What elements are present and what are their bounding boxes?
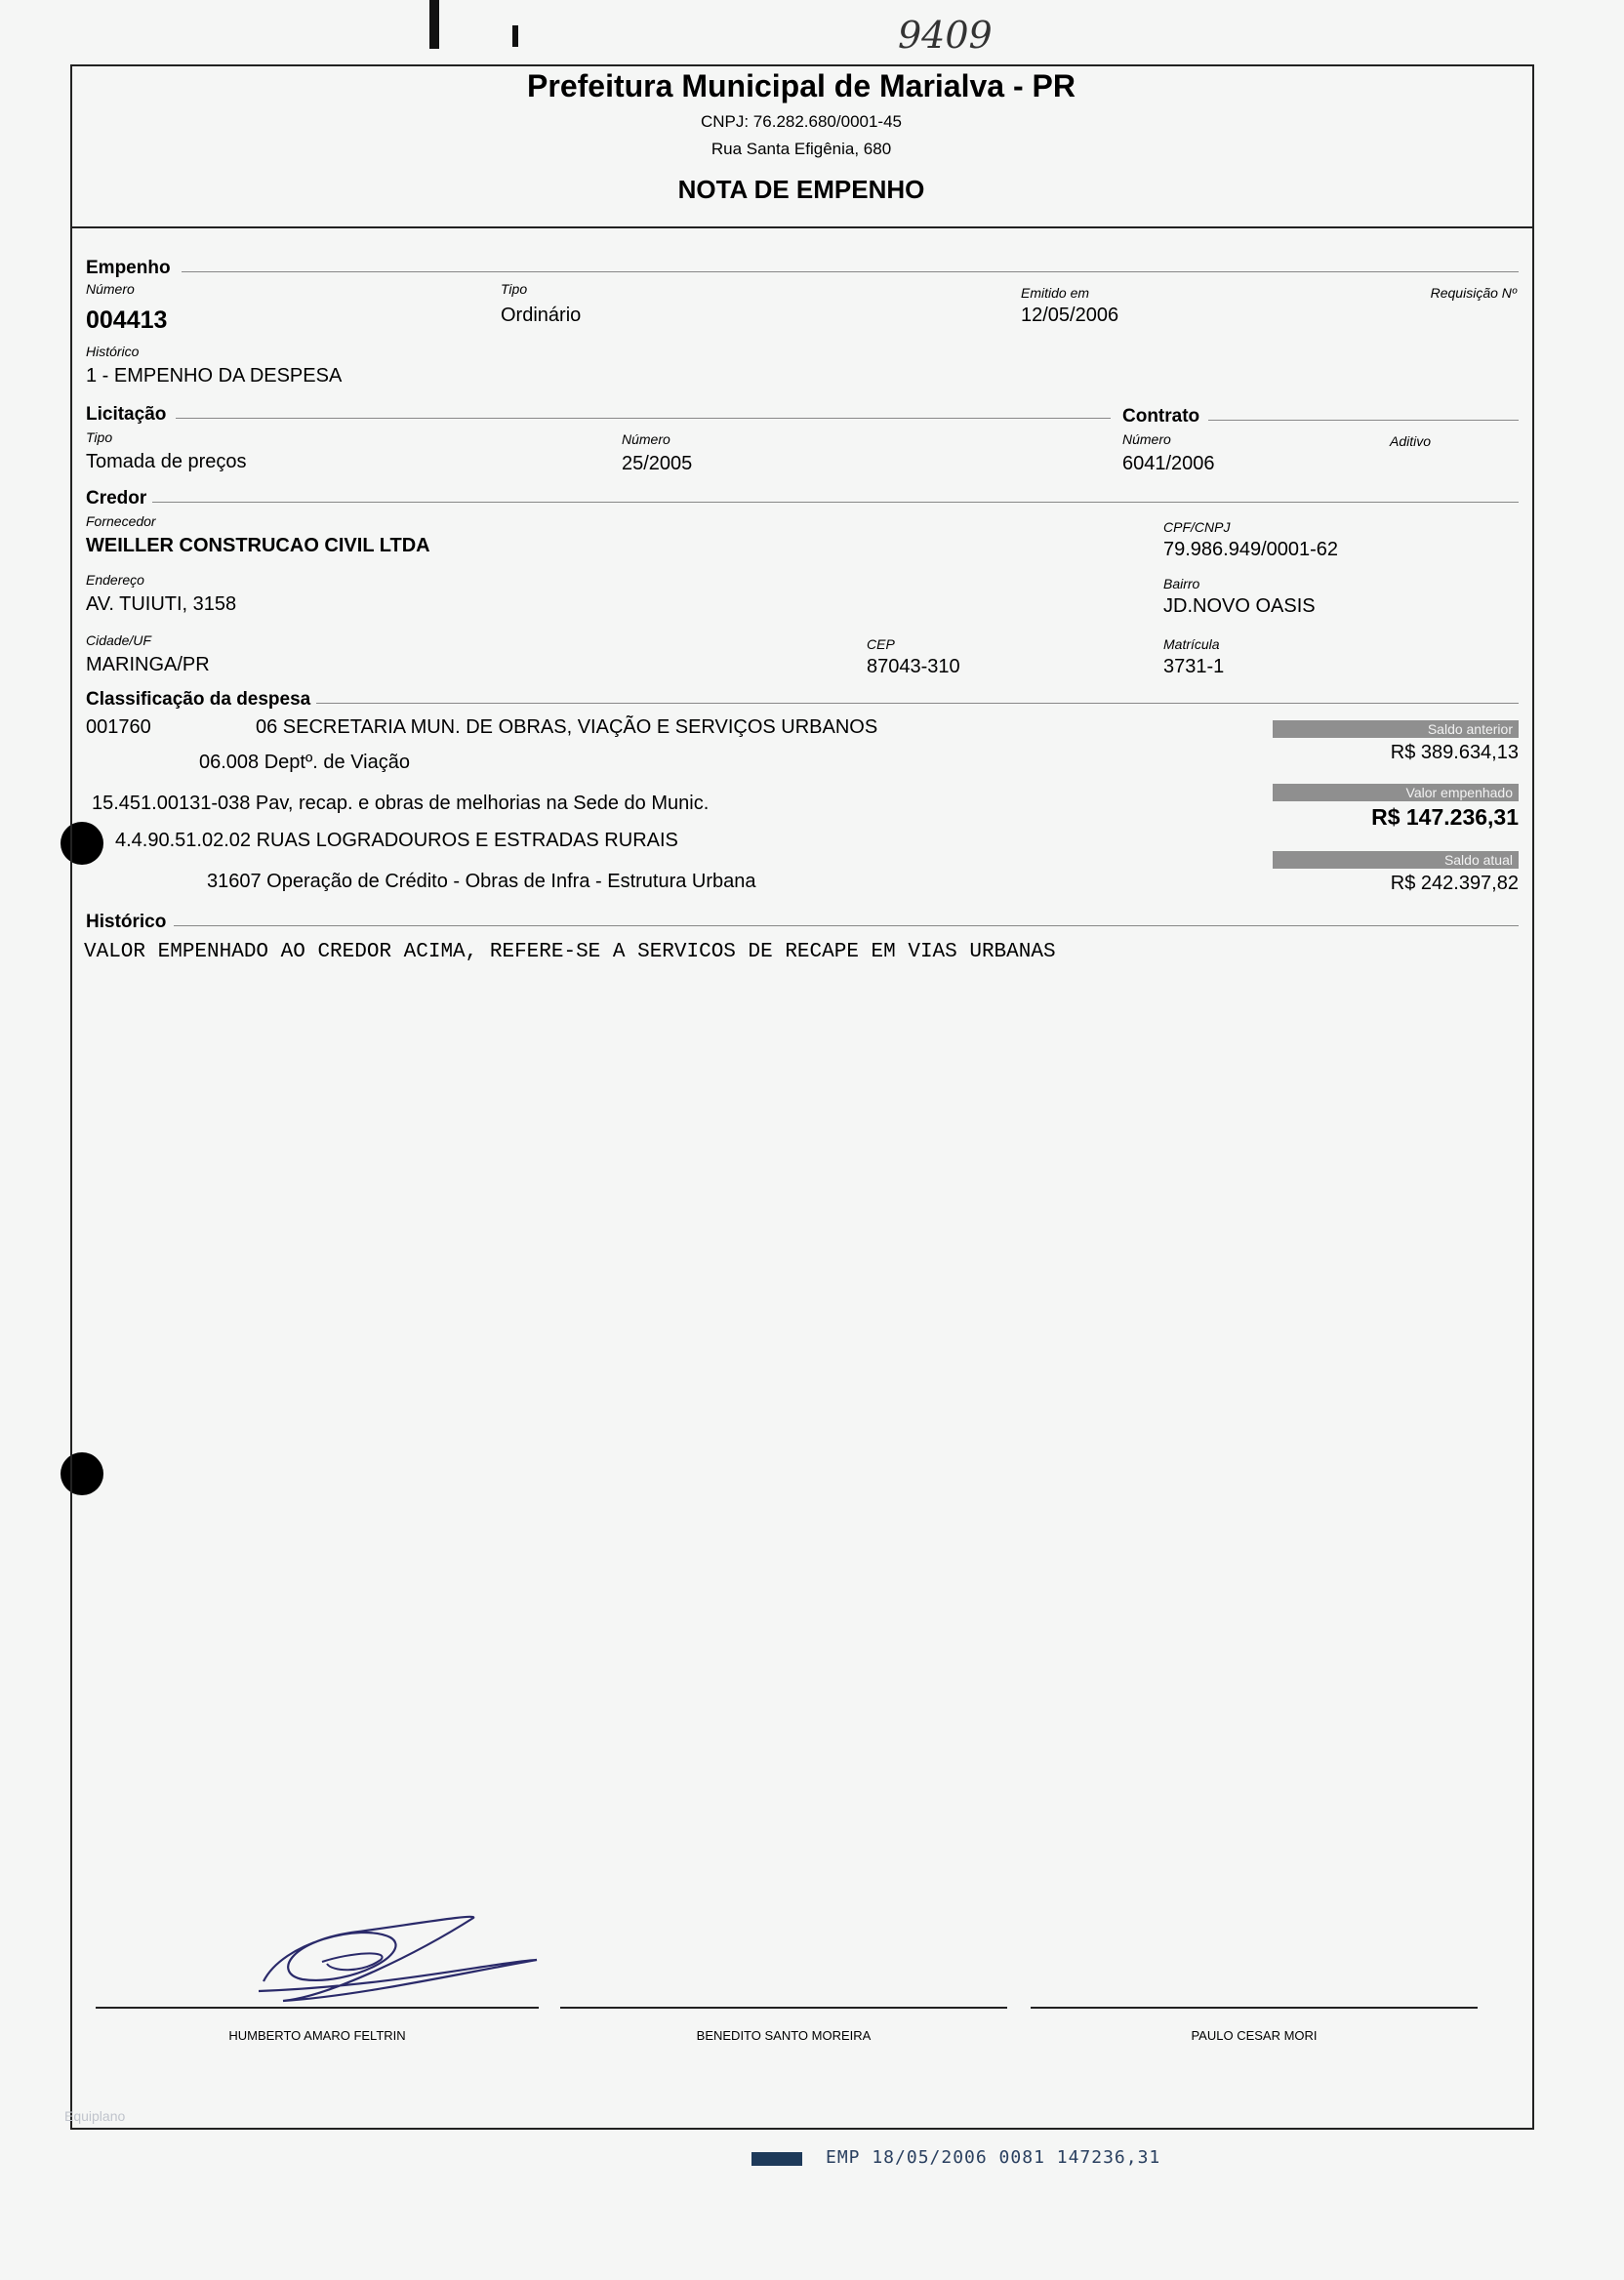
aditivo-label: Aditivo bbox=[1390, 433, 1432, 449]
brand-mark: Equiplano bbox=[64, 2108, 126, 2124]
licitacao-tipo: Tomada de preços bbox=[86, 451, 247, 472]
valor-empenhado-label: Valor empenhado bbox=[1273, 784, 1519, 801]
section-rule bbox=[182, 271, 1519, 272]
fornecedor-label: Fornecedor bbox=[86, 513, 156, 529]
historico-section: Histórico bbox=[86, 912, 167, 932]
saldo-anterior: R$ 389.634,13 bbox=[1390, 742, 1519, 763]
section-rule bbox=[176, 418, 1111, 419]
licitacao-section: Licitação bbox=[86, 404, 167, 425]
requisicao-label: Requisição Nº bbox=[1430, 285, 1517, 301]
licitacao-tipo-label: Tipo bbox=[86, 429, 113, 445]
section-rule bbox=[174, 925, 1519, 926]
classificacao-code: 001760 bbox=[86, 716, 151, 738]
signature-line bbox=[1031, 2007, 1478, 2009]
saldo-atual: R$ 242.397,82 bbox=[1390, 873, 1519, 894]
empenho-historico: 1 - EMPENHO DA DESPESA bbox=[86, 365, 343, 387]
scan-mark bbox=[512, 25, 518, 47]
endereco-label: Endereço bbox=[86, 572, 144, 588]
valor-empenhado: R$ 147.236,31 bbox=[1371, 804, 1519, 830]
emitido-date: 12/05/2006 bbox=[1021, 305, 1119, 326]
empenho-historico-label: Histórico bbox=[86, 344, 140, 359]
document-title: NOTA DE EMPENHO bbox=[677, 175, 925, 204]
handwritten-number: 9409 bbox=[898, 14, 993, 57]
cnpj: CNPJ: 76.282.680/0001-45 bbox=[700, 112, 903, 131]
header-divider bbox=[70, 226, 1532, 228]
bairro-label: Bairro bbox=[1163, 576, 1200, 591]
handwritten-signature bbox=[244, 1903, 556, 2011]
matricula-label: Matrícula bbox=[1163, 636, 1220, 652]
endereco: AV. TUIUTI, 3158 bbox=[86, 593, 237, 615]
classificacao-projeto: 15.451.00131-038 Pav, recap. e obras de melhorias na Sede do Munic. bbox=[92, 793, 710, 814]
classificacao-orgao: 06 SECRETARIA MUN. DE OBRAS, VIAÇÃO E SERVIÇOS URBANOS bbox=[256, 716, 878, 738]
classificacao-fonte: 31607 Operação de Crédito - Obras de Infra - Estrutura Urbana bbox=[207, 871, 756, 892]
signatory-name: HUMBERTO AMARO FELTRIN bbox=[228, 2028, 406, 2043]
fornecedor: WEILLER CONSTRUCAO CIVIL LTDA bbox=[86, 535, 430, 556]
empenho-section: Empenho bbox=[86, 258, 171, 278]
section-rule bbox=[316, 703, 1519, 704]
receipt-stamp: EMP 18/05/2006 0081 147236,31 bbox=[826, 2147, 1161, 2168]
classificacao-unidade: 06.008 Deptº. de Viação bbox=[199, 752, 410, 773]
contrato-numero: 6041/2006 bbox=[1122, 453, 1215, 474]
bairro: JD.NOVO OASIS bbox=[1163, 595, 1316, 617]
empenho-numero: 004413 bbox=[86, 306, 168, 334]
address: Rua Santa Efigênia, 680 bbox=[710, 140, 892, 158]
matricula: 3731-1 bbox=[1163, 656, 1225, 677]
cidade: MARINGA/PR bbox=[86, 654, 210, 675]
header bbox=[70, 68, 1532, 205]
licitacao-numero-label: Número bbox=[622, 431, 670, 447]
cidade-label: Cidade/UF bbox=[86, 632, 151, 648]
empenho-tipo: Ordinário bbox=[501, 305, 582, 326]
classificacao-elemento: 4.4.90.51.02.02 RUAS LOGRADOUROS E ESTRADAS RURAIS bbox=[115, 830, 678, 851]
cpf-cnpj: 79.986.949/0001-62 bbox=[1163, 539, 1339, 560]
licitacao-numero: 25/2005 bbox=[622, 453, 693, 474]
section-rule bbox=[1208, 420, 1519, 421]
section-rule bbox=[152, 502, 1519, 503]
signatory-name: PAULO CESAR MORI bbox=[1191, 2028, 1318, 2043]
cep-label: CEP bbox=[867, 636, 895, 652]
signatory-name: BENEDITO SANTO MOREIRA bbox=[696, 2028, 872, 2043]
historico-text: VALOR EMPENHADO AO CREDOR ACIMA, REFERE-SE A SERVICOS DE RECAPE EM VIAS URBANAS bbox=[84, 941, 1056, 963]
stamp-logo bbox=[751, 2152, 802, 2166]
signature-line bbox=[560, 2007, 1007, 2009]
empenho-tipo-label: Tipo bbox=[501, 281, 528, 297]
cep: 87043-310 bbox=[867, 656, 960, 677]
saldo-atual-label: Saldo atual bbox=[1273, 851, 1519, 869]
scan-mark bbox=[429, 0, 439, 49]
municipality-title: Prefeitura Municipal de Marialva - PR bbox=[527, 68, 1076, 103]
credor-section: Credor bbox=[86, 488, 147, 509]
contrato-numero-label: Número bbox=[1122, 431, 1171, 447]
empenho-numero-label: Número bbox=[86, 281, 135, 297]
classificacao-section: Classificação da despesa bbox=[86, 689, 311, 710]
cpf-label: CPF/CNPJ bbox=[1163, 519, 1231, 535]
saldo-anterior-label: Saldo anterior bbox=[1273, 720, 1519, 738]
contrato-section: Contrato bbox=[1122, 406, 1200, 427]
signature-line bbox=[96, 2007, 539, 2009]
emitido-label: Emitido em bbox=[1021, 285, 1090, 301]
